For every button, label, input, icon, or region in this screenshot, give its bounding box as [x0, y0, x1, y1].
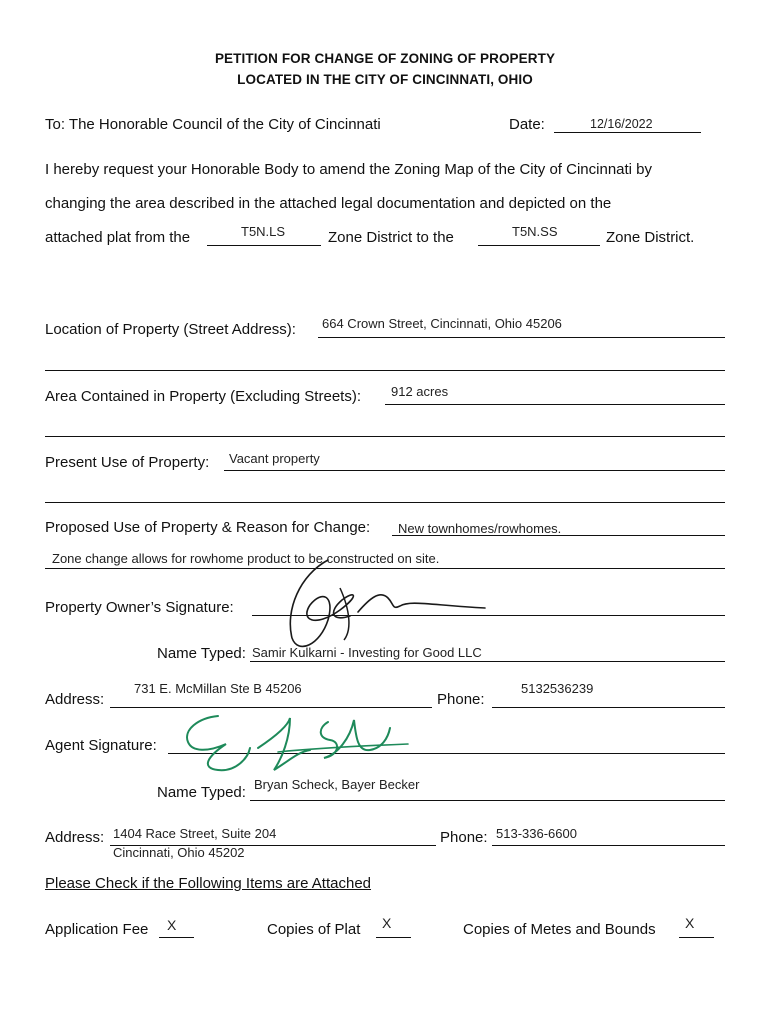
owner-signature-image	[280, 550, 500, 660]
request-line-3-suffix: Zone District.	[606, 229, 695, 246]
application-fee-check-line[interactable]	[159, 937, 194, 938]
agent-phone-value: 513-336-6600	[496, 826, 577, 841]
owner-phone-label: Phone:	[437, 691, 485, 708]
area-field-line[interactable]	[385, 404, 725, 405]
date-value: 12/16/2022	[590, 117, 653, 131]
copies-of-plat-check-line[interactable]	[376, 937, 411, 938]
agent-address-label: Address:	[45, 829, 105, 846]
from-zone-field-line[interactable]	[207, 245, 321, 246]
location-extra-line[interactable]	[45, 370, 725, 371]
request-line-3-middle: Zone District to the	[328, 229, 454, 246]
owner-phone-field-line[interactable]	[492, 707, 725, 708]
agent-name-value: Bryan Scheck, Bayer Becker	[254, 777, 420, 792]
owner-name-value: Samir Kulkarni - Investing for Good LLC	[252, 645, 482, 660]
present-use-value: Vacant property	[229, 451, 320, 466]
area-extra-line[interactable]	[45, 436, 725, 437]
date-label: Date:	[509, 116, 545, 133]
from-zone-value: T5N.LS	[241, 224, 286, 239]
agent-address-value-1: 1404 Race Street, Suite 204	[113, 826, 277, 841]
present-use-field-line[interactable]	[224, 470, 725, 471]
owner-phone-value: 5132536239	[521, 681, 594, 696]
request-line-1: I hereby request your Honorable Body to amend the Zoning Map of the City of Cincinnati by	[45, 161, 653, 178]
copies-of-plat-check-mark: X	[382, 915, 392, 931]
owner-name-label: Name Typed:	[157, 645, 246, 662]
proposed-use-value-2: Zone change allows for rowhome product to be constructed on site.	[52, 551, 440, 566]
to-zone-value: T5N.SS	[512, 224, 558, 239]
owner-address-value: 731 E. McMillan Ste B 45206	[134, 681, 302, 696]
request-line-3-prefix: attached plat from the	[45, 229, 191, 246]
agent-phone-label: Phone:	[440, 829, 488, 846]
addressee: To: The Honorable Council of the City of Cincinnati	[45, 116, 381, 133]
metes-and-bounds-check-line[interactable]	[679, 937, 714, 938]
checklist-heading: Please Check if the Following Items are Attached	[45, 875, 372, 892]
application-fee-check-mark: X	[167, 917, 177, 933]
agent-address-value-2: Cincinnati, Ohio 45202	[113, 845, 245, 860]
to-zone-field-line[interactable]	[478, 245, 600, 246]
checklist-item-application-fee: Application Fee	[45, 921, 149, 938]
area-value: 912 acres	[391, 384, 449, 399]
proposed-use-label: Proposed Use of Property & Reason for Change:	[45, 519, 371, 536]
proposed-use-value-1: New townhomes/rowhomes.	[398, 521, 562, 536]
location-field-line[interactable]	[318, 337, 725, 338]
area-label: Area Contained in Property (Excluding Streets):	[45, 388, 361, 405]
agent-name-field-line[interactable]	[250, 800, 725, 801]
checklist-item-copies-of-plat: Copies of Plat	[267, 921, 361, 938]
agent-signature-label: Agent Signature:	[45, 737, 157, 754]
agent-name-label: Name Typed:	[157, 784, 246, 801]
date-field-line[interactable]	[554, 132, 701, 133]
document-title-line-2: LOCATED IN THE CITY OF CINCINNATI, OHIO	[237, 72, 533, 87]
request-line-2: changing the area described in the attached legal documentation and depicted on the	[45, 195, 612, 212]
agent-phone-field-line[interactable]	[492, 845, 725, 846]
agent-signature-image	[178, 708, 418, 778]
document-title-line-1: PETITION FOR CHANGE OF ZONING OF PROPERTY	[214, 51, 556, 66]
present-use-label: Present Use of Property:	[45, 454, 210, 471]
owner-name-field-line[interactable]	[250, 661, 725, 662]
metes-and-bounds-check-mark: X	[685, 915, 695, 931]
owner-signature-label: Property Owner’s Signature:	[45, 599, 234, 616]
owner-address-label: Address:	[45, 691, 105, 708]
present-use-extra-line[interactable]	[45, 502, 725, 503]
location-value: 664 Crown Street, Cincinnati, Ohio 45206	[322, 316, 562, 331]
checklist-item-metes-and-bounds: Copies of Metes and Bounds	[463, 921, 656, 938]
location-label: Location of Property (Street Address):	[45, 321, 296, 338]
